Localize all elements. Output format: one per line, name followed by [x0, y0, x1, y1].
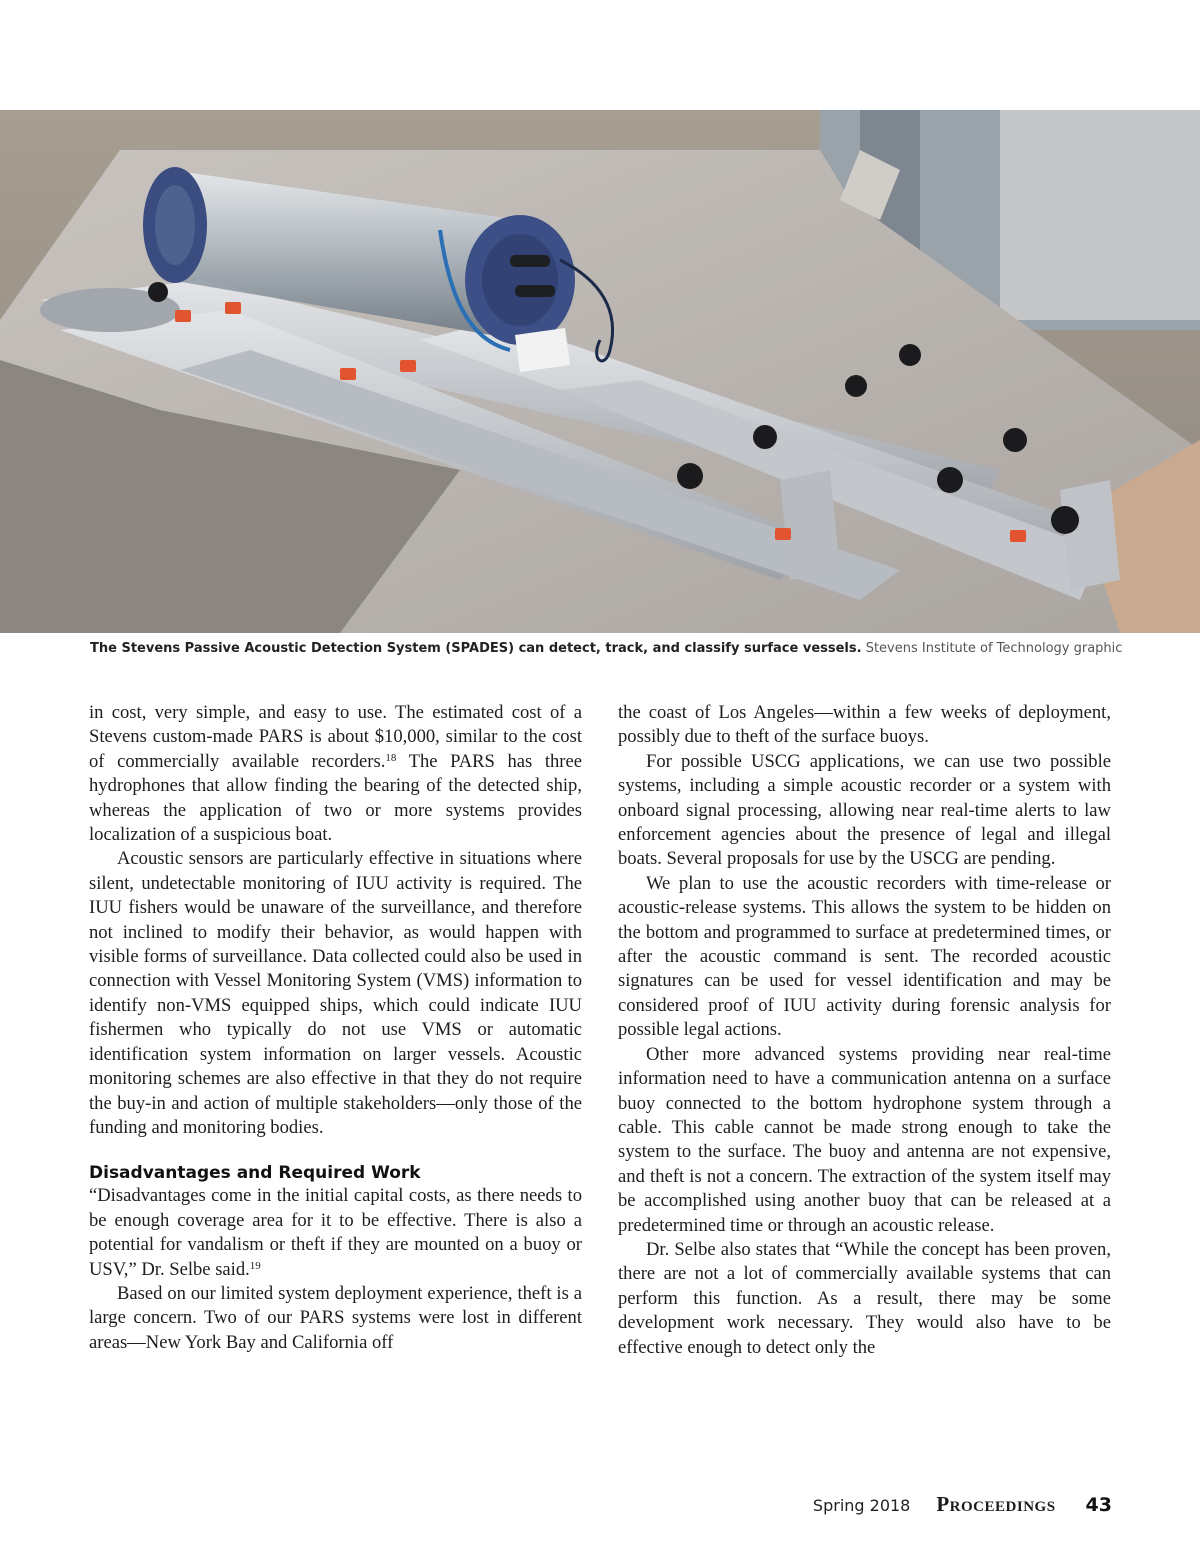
photo-credit: Stevens Institute of Technology graphic: [865, 641, 1123, 656]
paragraph: Other more advanced systems providing near real-time information need to have a communication antenna on a surface buoy connected to the bottom hydrophone system through a cable. This cable cannot be made strong enough to take the system to the surface. The buoy and antenna are not expensive, and theft is not a concern. The extraction of the system itself may be accomplished using another buoy that can be released at a predetermined time or through an acoustic release.: [618, 1043, 1111, 1236]
left-column: [89, 701, 582, 1355]
footnote-ref: 19: [249, 1259, 261, 1272]
paragraph: “Disadvantages come in the initial capital costs, as there needs to be enough coverage area for it to be effective. There is also a potential for vandalism or theft if they are mounted on a buoy or USV,” Dr. Selbe said.$^{19}$: [89, 1185, 582, 1280]
paragraph: For possible USCG applications, we can use two possible systems, including a simple acoustic recorder or a system with onboard signal processing, allowing near real-time alerts to law enforcement agencies about the presence of legal and illegal boats. Several proposals for use by the USCG are pending.: [618, 750, 1111, 870]
section-heading: Disadvantages and Required Work: [89, 1163, 421, 1184]
page-footer: [0, 1492, 1112, 1517]
issue-season: Spring 2018: [812, 1496, 911, 1515]
publication-name: Proceedings: [936, 1492, 1056, 1516]
paragraph: the coast of Los Angeles—within a few weeks of deployment, possibly due to theft of the surface buoys.: [618, 702, 1111, 748]
page-number: 43: [1085, 1494, 1112, 1516]
paragraph: Dr. Selbe also states that “While the concept has been proven, there are not a lot of commercially available systems that can perform this function. As a result, there may be some development work necessary. They would also have to be effective enough to detect only the: [618, 1238, 1111, 1358]
figure-caption: [90, 640, 1123, 658]
right-column: [618, 701, 1111, 1360]
paragraph: Acoustic sensors are particularly effective in situations where silent, undetectable monitoring of IUU activity is required. The IUU fishers would be unaware of the surveillance, and therefore not inclined to modify their behavior, as would happen with visible forms of surveillance. Data collected could also be used in connection with Vessel Monitoring System (VMS) information to identify non-VMS equipped ships, which could indicate IUU fishermen who typically do not use VMS or automatic identification system information on larger vessels. Acoustic monitoring schemes are also effective in that they do not require the buy-in and action of multiple stakeholders—only those of the funding and monitoring bodies.: [89, 848, 582, 1138]
paragraph: in cost, very simple, and easy to use. The estimated cost of a Stevens custom-made PARS is about $10,000, similar to the cost of commercially available recorders.$^{18}$ The PARS has three hydrophones that allow finding the bearing of the detected ship, whereas the application of two or more systems provides localization of a suspicious boat.: [89, 702, 582, 846]
paragraph: We plan to use the acoustic recorders with time-release or acoustic-release systems. This allows the system to be hidden on the bottom and programmed to surface at predetermined times, or after the acoustic command is sent. The recorded acoustic signatures can be used for vessel identification and may be considered proof of IUU activity during forensic analysis for possible legal actions.: [618, 872, 1111, 1041]
caption-text: The Stevens Passive Acoustic Detection System (SPADES) can detect, track, and classify surface vessels.: [90, 641, 862, 656]
paragraph: Based on our limited system deployment experience, theft is a large concern. Two of our PARS systems were lost in different areas—New York Bay and California off: [89, 1282, 582, 1353]
footnote-ref: 18: [385, 751, 397, 764]
spades-photo: [0, 110, 1200, 633]
